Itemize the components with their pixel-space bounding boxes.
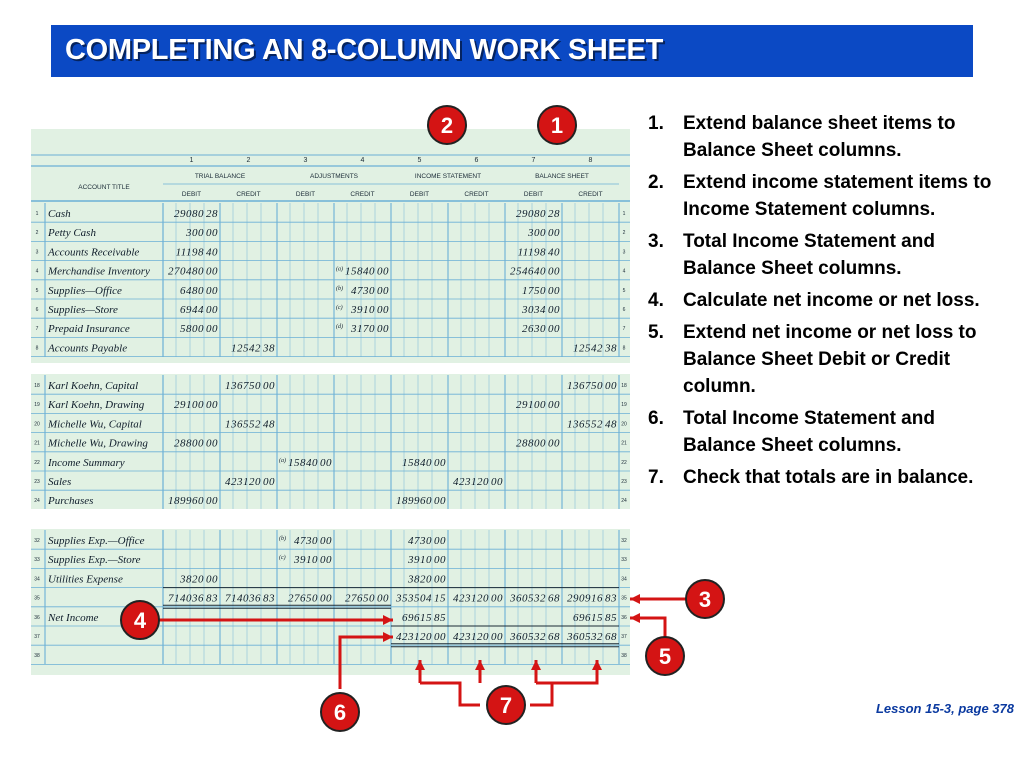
amount-dollars: 28800 [174, 437, 204, 450]
column-subheader: DEBIT [181, 191, 202, 198]
page-title: COMPLETING AN 8-COLUMN WORK SHEET [65, 34, 664, 66]
amount-dollars: 300 [528, 227, 546, 240]
row-number: 4 [35, 268, 39, 275]
column-subheader: DEBIT [295, 191, 316, 198]
row-number-right: 18 [621, 383, 627, 389]
account-title: Prepaid Insurance [48, 323, 130, 336]
amount-cents: 00 [491, 592, 503, 605]
amount-cents: 40 [206, 246, 218, 259]
amount-cents: 00 [548, 399, 560, 412]
amount-dollars: 290916 [567, 592, 603, 605]
account-title: Purchases [48, 495, 94, 508]
amount-cents: 00 [434, 456, 446, 469]
amount-cents: 00 [434, 631, 446, 643]
amount-dollars: 136552 [567, 418, 603, 431]
step-number: 6. [648, 408, 664, 429]
amount-cents: 68 [605, 631, 617, 643]
amount-cents: 00 [548, 304, 560, 316]
step-text: Check that totals are in balance. [683, 467, 974, 488]
row-number: 33 [34, 557, 40, 564]
adjustment-reference: (a) [279, 457, 286, 464]
column-number: 4 [360, 157, 365, 164]
column-subheader: DEBIT [523, 191, 544, 198]
row-number-right: 32 [621, 538, 627, 544]
row-number-right: 23 [621, 479, 627, 485]
amount-dollars: 6944 [180, 304, 204, 316]
amount-dollars: 423120 [396, 631, 432, 643]
amount-dollars: 15840 [345, 265, 375, 278]
account-title: Supplies Exp.—Store [48, 554, 141, 567]
amount-cents: 28 [206, 208, 218, 220]
step-text: Extend balance sheet items to Balance Sheet columns. [683, 113, 956, 161]
amount-cents: 83 [206, 592, 218, 605]
adjustment-reference: (a) [336, 266, 343, 273]
amount-dollars: 189960 [396, 495, 432, 508]
amount-cents: 00 [434, 535, 446, 547]
amount-dollars: 423120 [453, 631, 489, 643]
account-title: Supplies Exp.—Office [48, 535, 145, 547]
column-number: 7 [531, 157, 536, 164]
amount-cents: 83 [605, 592, 617, 605]
amount-dollars: 4730 [294, 535, 318, 547]
row-number: 3 [35, 249, 39, 256]
amount-cents: 00 [206, 399, 218, 412]
adjustment-reference: (d) [336, 324, 343, 331]
amount-cents: 00 [491, 476, 503, 488]
amount-dollars: 423120 [225, 476, 261, 488]
amount-dollars: 136552 [225, 418, 261, 431]
amount-cents: 00 [263, 380, 275, 392]
account-title: Michelle Wu, Capital [48, 418, 142, 431]
amount-dollars: 360532 [510, 631, 546, 643]
account-title: Income Summary [48, 456, 125, 469]
amount-cents: 00 [206, 265, 218, 278]
account-title: Net Income [48, 611, 99, 624]
adjustment-reference: (b) [279, 536, 286, 542]
amount-dollars: 3910 [351, 304, 375, 316]
lesson-reference: Lesson 15-3, page 378 [875, 701, 1014, 716]
amount-cents: 00 [320, 592, 332, 605]
account-title: Supplies—Office [48, 284, 122, 297]
arrowhead-6 [383, 632, 393, 642]
column-group-header: BALANCE SHEET [535, 173, 589, 180]
column-number: 1 [189, 157, 194, 164]
arrow-7-right [530, 660, 597, 705]
amount-cents: 38 [605, 342, 617, 355]
row-number: 2 [35, 230, 39, 237]
amount-cents: 68 [548, 631, 560, 643]
marker-1-label: 1 [550, 113, 564, 138]
account-title: Supplies—Store [48, 304, 118, 316]
amount-cents: 00 [320, 535, 332, 547]
column-number: 6 [474, 157, 479, 164]
arrow-7-left [420, 660, 480, 705]
amount-cents: 00 [320, 554, 332, 567]
amount-dollars: 29080 [516, 208, 546, 220]
amount-dollars: 15840 [288, 456, 318, 469]
amount-dollars: 3910 [294, 554, 318, 567]
arrowhead-5 [630, 613, 640, 623]
account-title: Karl Koehn, Capital [48, 380, 139, 392]
column-group-header: ADJUSTMENTS [309, 173, 359, 180]
amount-cents: 00 [434, 495, 446, 508]
row-number-right: 7 [622, 326, 626, 333]
row-number: 22 [34, 459, 40, 466]
amount-dollars: 27650 [345, 592, 375, 605]
row-number: 37 [34, 634, 40, 640]
amount-cents: 00 [434, 573, 446, 586]
amount-cents: 00 [605, 380, 617, 392]
column-subheader: DEBIT [409, 191, 430, 198]
arrow-6 [340, 637, 393, 689]
step-number: 7. [648, 467, 664, 488]
amount-cents: 00 [206, 495, 218, 508]
amount-cents: 00 [491, 631, 503, 643]
row-number: 36 [34, 614, 40, 621]
marker-3-label: 3 [698, 587, 712, 612]
amount-dollars: 12542 [231, 342, 261, 355]
step-number: 3. [648, 231, 664, 252]
marker-6-label: 6 [333, 700, 347, 725]
amount-cents: 00 [548, 323, 560, 336]
arrowhead-3 [630, 594, 640, 604]
arrowhead-4 [383, 615, 393, 625]
amount-dollars: 300 [186, 227, 204, 240]
row-number: 6 [35, 307, 39, 313]
amount-cents: 83 [263, 592, 275, 605]
amount-dollars: 3820 [408, 573, 432, 586]
callout-arrows [158, 599, 705, 705]
account-title: Petty Cash [48, 227, 96, 240]
column-number: 3 [303, 157, 308, 164]
amount-cents: 00 [263, 476, 275, 488]
row-number: 34 [34, 576, 40, 583]
amount-dollars: 28800 [516, 437, 546, 450]
column-number: 2 [246, 157, 251, 164]
marker-2 [428, 106, 466, 144]
account-title: Merchandise Inventory [48, 265, 150, 278]
column-subheader: CREDIT [350, 191, 375, 198]
amount-cents: 00 [206, 284, 218, 297]
amount-dollars: 3034 [522, 304, 546, 316]
account-title: Karl Koehn, Drawing [48, 399, 145, 412]
row-number: 21 [34, 440, 40, 447]
amount-dollars: 3170 [351, 323, 375, 336]
amount-dollars: 3910 [408, 554, 432, 567]
row-number: 18 [34, 383, 40, 389]
marker-7-label: 7 [499, 693, 513, 718]
amount-dollars: 15840 [402, 456, 432, 469]
row-number-right: 3 [622, 249, 626, 256]
amount-dollars: 69615 [573, 611, 603, 624]
amount-dollars: 11198 [175, 246, 204, 259]
amount-dollars: 12542 [573, 342, 603, 355]
amount-cents: 00 [206, 227, 218, 240]
step-number: 2. [648, 172, 664, 193]
arrowhead-7b [475, 660, 485, 670]
marker-4-label: 4 [133, 608, 147, 633]
account-title: Accounts Receivable [48, 246, 140, 259]
amount-dollars: 29100 [174, 399, 204, 412]
amount-dollars: 254640 [510, 265, 546, 278]
row-number-right: 5 [622, 287, 626, 294]
amount-dollars: 360532 [567, 631, 603, 643]
row-number: 35 [34, 595, 40, 602]
amount-dollars: 714036 [225, 592, 261, 605]
row-number: 5 [35, 287, 39, 294]
amount-cents: 00 [377, 592, 389, 605]
step-text: Extend net income or net loss to Balance Sheet Debit or Credit column. [683, 322, 977, 397]
amount-dollars: 4730 [408, 535, 432, 547]
amount-dollars: 423120 [453, 476, 489, 488]
amount-cents: 00 [206, 304, 218, 316]
amount-dollars: 6480 [180, 284, 204, 297]
row-number: 23 [34, 479, 40, 485]
row-number-right: 34 [621, 576, 627, 583]
amount-dollars: 189960 [168, 495, 204, 508]
amount-dollars: 5800 [180, 323, 204, 336]
amount-dollars: 11198 [517, 246, 546, 259]
row-number-right: 35 [621, 595, 627, 602]
amount-dollars: 270480 [168, 265, 204, 278]
amount-dollars: 423120 [453, 592, 489, 605]
amount-cents: 00 [434, 554, 446, 567]
step-text: Total Income Statement and Balance Sheet columns. [683, 408, 935, 456]
amount-cents: 40 [548, 246, 560, 259]
column-group-header: INCOME STATEMENT [414, 173, 482, 180]
amount-dollars: 29080 [174, 208, 204, 220]
amount-cents: 48 [263, 418, 275, 431]
amount-dollars: 1750 [522, 284, 546, 297]
marker-5 [646, 637, 684, 675]
marker-7 [487, 686, 525, 724]
row-number: 20 [34, 421, 40, 428]
amount-cents: 00 [206, 573, 218, 586]
amount-cents: 85 [605, 611, 617, 624]
row-number: 32 [34, 538, 40, 544]
amount-cents: 85 [434, 611, 446, 624]
step-text: Calculate net income or net loss. [683, 290, 980, 311]
row-number: 8 [35, 345, 39, 352]
row-number-right: 21 [621, 440, 627, 447]
amount-dollars: 714036 [168, 592, 204, 605]
row-number-right: 1 [622, 211, 626, 217]
arrow-heads [383, 594, 640, 670]
amount-dollars: 69615 [402, 611, 432, 624]
adjustment-reference: (c) [279, 555, 286, 562]
account-title: Utilities Expense [48, 573, 123, 586]
amount-dollars: 4730 [351, 284, 375, 297]
column-subheader: CREDIT [236, 191, 261, 198]
step-number: 1. [648, 113, 664, 134]
column-group-header: TRIAL BALANCE [194, 173, 246, 180]
column-subheader: CREDIT [578, 191, 603, 198]
row-number: 19 [34, 402, 40, 409]
marker-6 [321, 693, 359, 731]
marker-4 [121, 601, 159, 639]
amount-dollars: 360532 [510, 592, 546, 605]
arrowhead-7c [531, 660, 541, 670]
amount-cents: 00 [548, 265, 560, 278]
amount-cents: 00 [548, 284, 560, 297]
account-title-header: ACCOUNT TITLE [78, 184, 130, 191]
amount-cents: 00 [377, 304, 389, 316]
account-title: Accounts Payable [48, 342, 128, 355]
row-number-right: 24 [621, 498, 627, 505]
amount-dollars: 136750 [567, 380, 603, 392]
account-title: Sales [48, 476, 72, 488]
row-number-right: 19 [621, 402, 627, 409]
amount-cents: 48 [605, 418, 617, 431]
arrow-5 [630, 618, 665, 637]
row-number: 1 [35, 211, 39, 217]
row-number-right: 20 [621, 421, 627, 428]
marker-1 [538, 106, 576, 144]
amount-cents: 15 [434, 592, 446, 605]
amount-cents: 00 [548, 227, 560, 240]
marker-2-label: 2 [440, 113, 454, 138]
step-number: 4. [648, 290, 664, 311]
row-number-right: 8 [622, 345, 626, 352]
row-number-right: 37 [621, 634, 627, 640]
amount-cents: 00 [206, 437, 218, 450]
amount-dollars: 27650 [288, 592, 318, 605]
column-number: 5 [417, 157, 422, 164]
step-number: 5. [648, 322, 664, 343]
amount-cents: 68 [548, 592, 560, 605]
amount-cents: 00 [206, 323, 218, 336]
adjustment-reference: (b) [336, 285, 343, 292]
row-number: 38 [34, 653, 40, 660]
amount-cents: 28 [548, 208, 560, 220]
amount-dollars: 2630 [522, 323, 546, 336]
row-number-right: 6 [622, 307, 626, 313]
row-number-right: 36 [621, 614, 627, 621]
row-number-right: 38 [621, 653, 627, 660]
amount-cents: 38 [263, 342, 275, 355]
amount-cents: 00 [377, 323, 389, 336]
arrowhead-7d [592, 660, 602, 670]
column-subheader: CREDIT [464, 191, 489, 198]
amount-dollars: 29100 [516, 399, 546, 412]
amount-cents: 00 [548, 437, 560, 450]
amount-cents: 00 [320, 456, 332, 469]
step-text: Extend income statement items to Income Statement columns. [683, 172, 992, 220]
row-number: 7 [35, 326, 39, 333]
step-text: Total Income Statement and Balance Sheet columns. [683, 231, 935, 279]
marker-3 [686, 580, 724, 618]
arrowhead-7a [415, 660, 425, 670]
account-title: Cash [48, 208, 71, 220]
row-number-right: 33 [621, 557, 627, 564]
row-number: 24 [34, 498, 40, 505]
adjustment-reference: (c) [336, 305, 343, 311]
amount-dollars: 136750 [225, 380, 261, 392]
row-number-right: 22 [621, 459, 627, 466]
row-number-right: 4 [622, 268, 626, 275]
account-title: Michelle Wu, Drawing [48, 437, 148, 450]
row-number-right: 2 [622, 230, 626, 237]
amount-cents: 00 [377, 265, 389, 278]
amount-cents: 00 [377, 284, 389, 297]
column-number: 8 [588, 157, 593, 164]
amount-dollars: 353504 [396, 592, 432, 605]
amount-dollars: 3820 [180, 573, 204, 586]
marker-5-label: 5 [658, 644, 672, 669]
